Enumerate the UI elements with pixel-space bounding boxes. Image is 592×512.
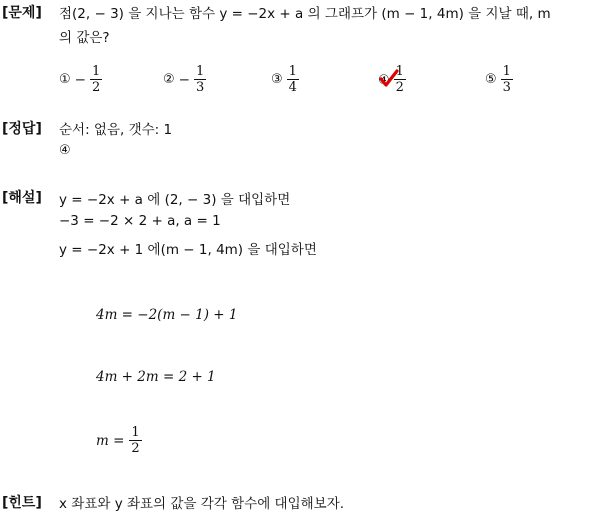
choice-4-fraction: $\frac{1}{2}$ (395, 64, 404, 95)
problem-tag: [문제] (2, 5, 42, 21)
problem-text-line1: 점(2, − 3) 을 지나는 함수 y = −2x + a 의 그래프가 (m − 1, 4m) 을 지날 때, m (59, 6, 551, 22)
red-check-icon (378, 68, 400, 90)
choice-4-number: ④ (378, 72, 390, 88)
choice-2[interactable] (163, 64, 206, 95)
solution-equation-2: 4m + 2m = 2 + 1 (96, 369, 216, 385)
hint-text: x 좌표와 y 좌표의 값을 각각 함수에 대입해보자. (59, 496, 345, 512)
solution-equation-3-lhs: m = (96, 432, 125, 449)
choice-1-number: ① (59, 72, 71, 87)
solution-equation-3-fraction: $\frac{1}{2}$ (131, 425, 140, 456)
choice-5-fraction: $\frac{1}{3}$ (502, 64, 511, 95)
solution-line2: −3 = −2 × 2 + a, a = 1 (59, 213, 221, 229)
solution-equation-3 (96, 425, 142, 456)
answer-value: ④ (59, 143, 71, 158)
choice-3-fraction: $\frac{1}{4}$ (288, 64, 297, 95)
choice-4-number-wrap (378, 72, 390, 88)
solution-line1: y = −2x + a 에 (2, − 3) 을 대입하면 (59, 192, 291, 208)
answer-tag: [정답] (2, 121, 42, 137)
solution-line3: y = −2x + 1 에(m − 1, 4m) 을 대입하면 (59, 242, 317, 258)
choice-5[interactable] (485, 64, 513, 95)
solution-tag: [해설] (2, 190, 42, 206)
choice-3-number: ③ (271, 72, 283, 87)
answer-order-count: 순서: 없음, 갯수: 1 (59, 122, 173, 138)
solution-equation-1: 4m = −2(m − 1) + 1 (96, 307, 238, 323)
choice-3[interactable] (271, 64, 299, 95)
choice-1[interactable] (59, 64, 102, 95)
choice-5-number: ⑤ (485, 72, 497, 87)
choice-4[interactable] (378, 64, 406, 95)
problem-text-line2: 의 값은? (59, 30, 110, 46)
choice-2-fraction: $\frac{1}{3}$ (195, 64, 205, 95)
choice-1-sign: − (74, 71, 86, 88)
hint-tag: [힌트] (2, 495, 42, 511)
choice-1-fraction: $\frac{1}{2}$ (91, 64, 101, 95)
choice-2-number: ② (163, 72, 175, 87)
choice-2-sign: − (178, 71, 190, 88)
